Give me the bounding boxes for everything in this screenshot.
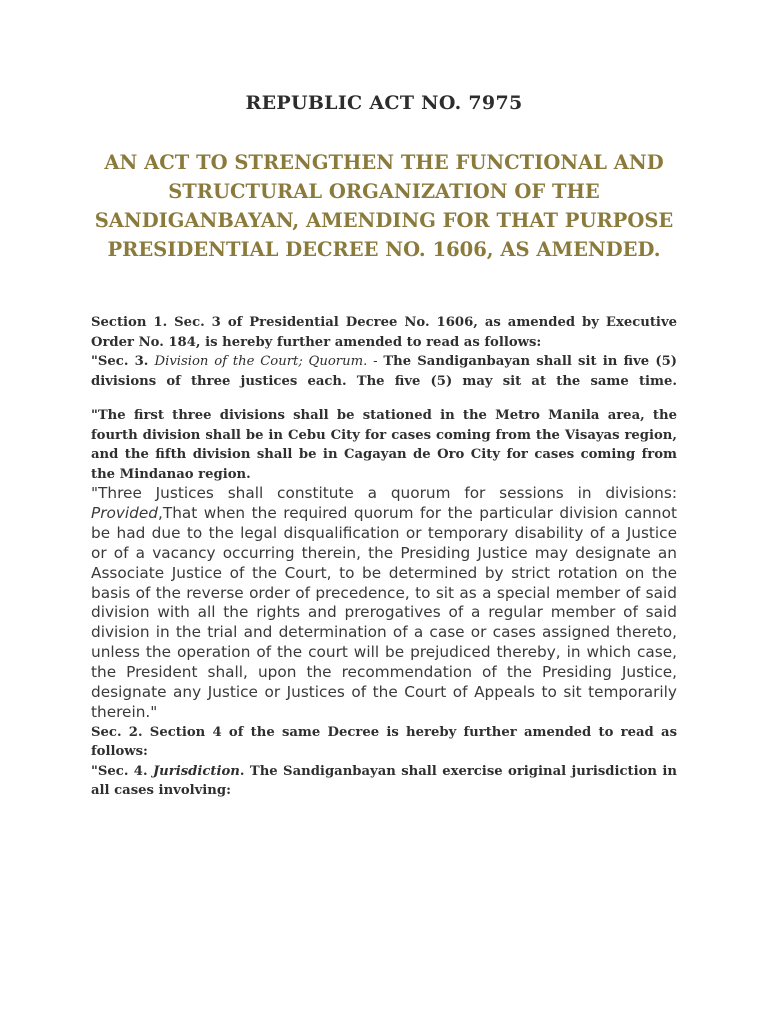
sec3-prefix: "Sec. 3.	[91, 354, 155, 369]
sec3-dash: . -	[363, 354, 384, 369]
section-2-intro: Sec. 2. Section 4 of the same Decree is hereby further amended to read as follows:	[91, 724, 677, 760]
section-1-intro: Section 1. Sec. 3 of Presidential Decree No. 1606, as amended by Executive Order No. 184, is hereby further amended to read as follows:	[91, 315, 677, 350]
paragraph-gap	[91, 391, 677, 406]
section-4-paragraph	[91, 762, 677, 801]
section-3-paragraph	[91, 352, 677, 391]
document-body	[91, 313, 677, 801]
sec4-heading: Jurisdiction	[152, 763, 240, 779]
act-number: REPUBLIC ACT NO. 7975	[245, 92, 523, 114]
sec3-text: The Sandiganbayan shall sit in five (5) divisions of three justices each. The five (5) may sit at the same time.	[91, 354, 677, 389]
act-title: AN ACT TO STRENGTHEN THE FUNCTIONAL AND STRUCTURAL ORGANIZATION OF THE SANDIGANBAYAN, AMENDING FOR THAT PURPOSE PRESIDENTIAL DECREE NO. 1606, AS AMENDED.	[94, 151, 674, 261]
provided-term: Provided	[91, 503, 159, 522]
sec4-prefix: "Sec. 4.	[91, 763, 153, 779]
divisions-paragraph: "The first three divisions shall be stationed in the Metro Manila area, the fourth division shall be in Cebu City for cases coming from the Visayas region, and the fifth division shall be in Cagayan de Oro City for cases coming from the Mindanao region.	[91, 408, 677, 482]
sec4-text: . The Sandiganbayan shall exercise original jurisdiction in all cases involving:	[91, 763, 677, 799]
quorum-start: "Three Justices shall constitute a quorum for sessions in divisions:	[91, 484, 677, 502]
sec3-heading: Division of the Court; Quorum	[154, 354, 364, 369]
quorum-rest: ,That when the required quorum for the particular division cannot be had due to the legal disqualification or temporary disability of a Justice or of a vacancy occurring therein, the Presiding Justice may designate an Associate Justice of the Court, to be determined by strict rotation on the basis of the reverse order of precedence, to sit as a special member of said division with all the rights and prerogatives of a regular member of said division in the trial and determination of a case or cases assigned thereto, unless the operation of the court will be prejudiced thereby, in which case, the President shall, upon the recommendation of the Presiding Justice, designate any Justice or Justices of the Court of Appeals to sit temporarily therein."	[91, 503, 677, 721]
quorum-paragraph	[91, 484, 677, 723]
